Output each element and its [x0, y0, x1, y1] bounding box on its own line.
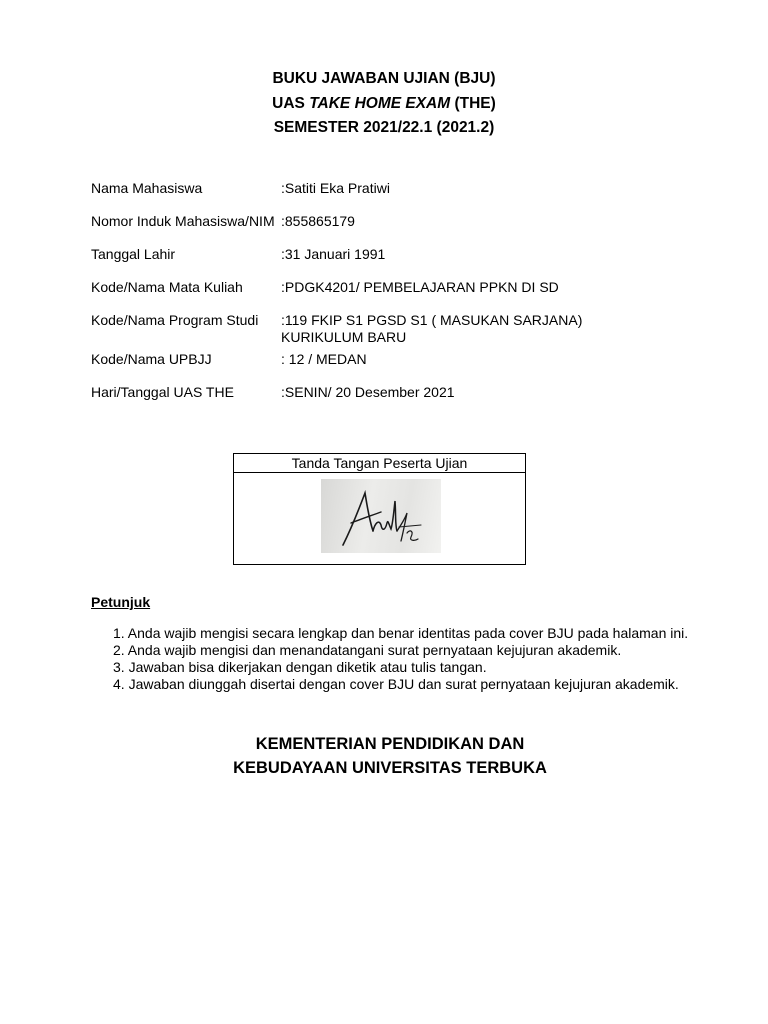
info-value-continued: KURIKULUM BARU — [281, 329, 407, 345]
list-item: 2. Anda wajib mengisi dan menandatangani surat pernyataan kejujuran akademik. — [113, 642, 622, 658]
info-label: Nomor Induk Mahasiswa/NIM — [91, 213, 275, 229]
info-value: :PDGK4201/ PEMBELAJARAN PPKN DI SD — [281, 279, 559, 295]
info-value: :855865179 — [281, 213, 355, 229]
signature-image — [321, 479, 441, 553]
info-label: Kode/Nama Program Studi — [91, 312, 259, 328]
institution-footer — [0, 733, 768, 780]
info-value: :Satiti Eka Pratiwi — [281, 180, 390, 196]
header-title: BUKU JAWABAN UJIAN (BJU) — [272, 70, 496, 87]
info-label: Kode/Nama UPBJJ — [91, 351, 212, 367]
info-label: Tanggal Lahir — [91, 246, 176, 262]
header-semester: SEMESTER 2021/22.1 (2021.2) — [273, 119, 495, 136]
info-label: Hari/Tanggal UAS THE — [91, 384, 234, 400]
signature-box-title: Tanda Tangan Peserta Ujian — [234, 454, 525, 473]
handwritten-signature — [321, 479, 441, 553]
info-label: Nama Mahasiswa — [91, 180, 203, 196]
footer-line-2: KEBUDAYAAN UNIVERSITAS TERBUKA — [233, 758, 547, 777]
document-header — [0, 67, 768, 141]
info-label: Kode/Nama Mata Kuliah — [91, 279, 243, 295]
list-item: 1. Anda wajib mengisi secara lengkap dan benar identitas pada cover BJU pada halaman ini. — [113, 625, 689, 641]
list-item: 3. Jawaban bisa dikerjakan dengan diketik atau tulis tangan. — [113, 659, 487, 675]
info-value: :119 FKIP S1 PGSD S1 ( MASUKAN SARJANA) — [281, 312, 583, 328]
signature-box — [233, 453, 526, 565]
instructions-heading: Petunjuk — [91, 594, 151, 610]
header-exam-type: UAS TAKE HOME EXAM (THE) — [272, 94, 496, 112]
info-value: :31 Januari 1991 — [281, 246, 386, 262]
footer-line-1: KEMENTERIAN PENDIDIKAN DAN — [255, 735, 525, 753]
list-item: 4. Jawaban diunggah disertai dengan cover BJU dan surat pernyataan kejujuran akademik. — [113, 676, 679, 692]
info-value: :SENIN/ 20 Desember 2021 — [281, 384, 455, 400]
info-value: : 12 / MEDAN — [281, 351, 367, 367]
